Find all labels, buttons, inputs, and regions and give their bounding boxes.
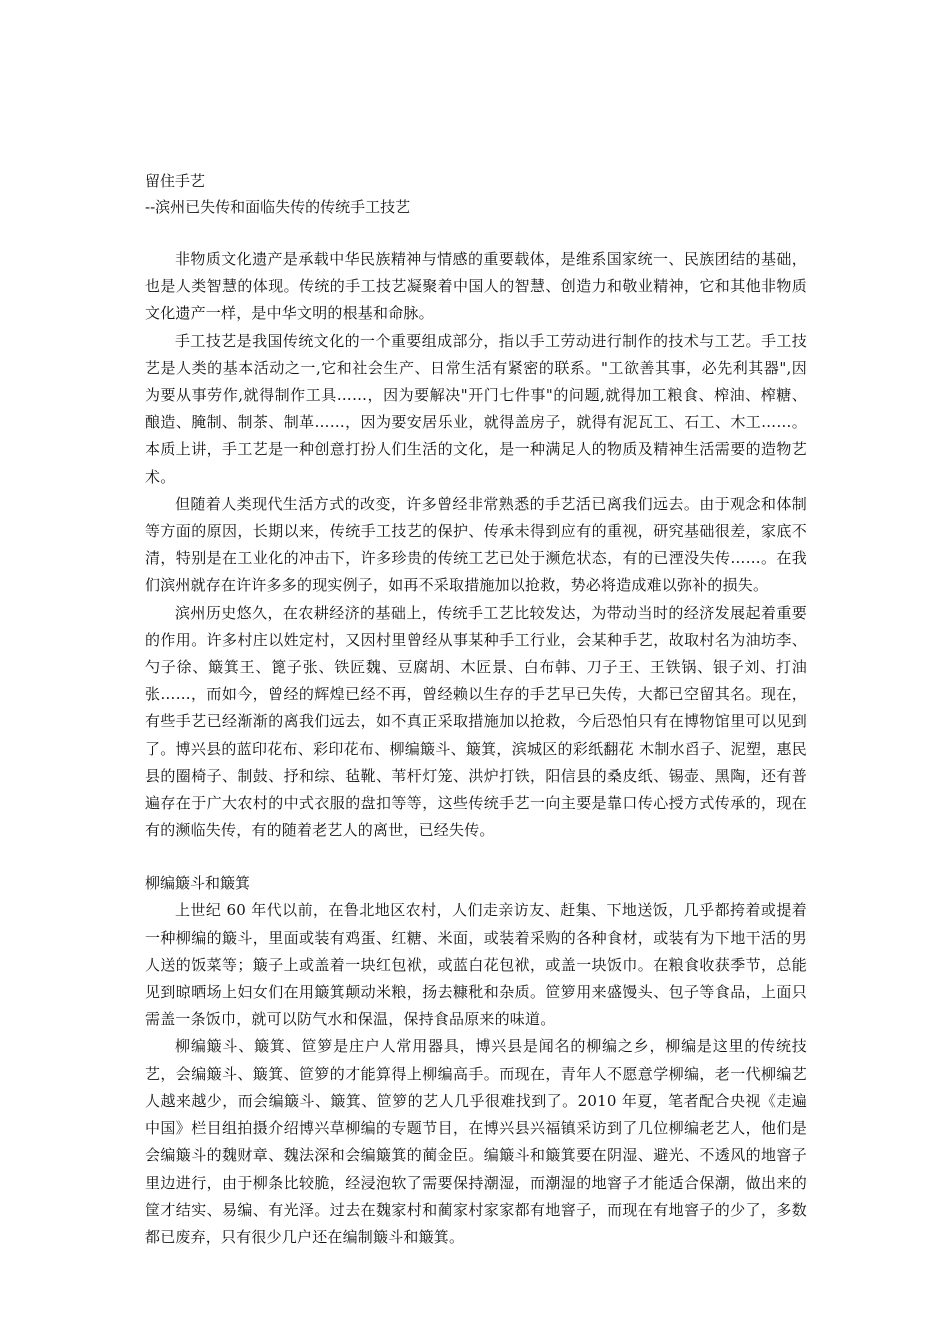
spacer [145, 220, 807, 246]
document-page [145, 168, 807, 1251]
spacer [145, 844, 807, 870]
document-title: 留住手艺 [145, 172, 206, 190]
section-paragraph: 柳编簸斗、簸箕、笸箩是庄户人常用器具，博兴县是闻名的柳编之乡，柳编是这里的传统技艺，会编簸斗、簸箕、笸箩的才能算得上柳编高手。而现在，青年人不愿意学柳编，老一代柳编艺人越来越少，而会编簸斗、簸箕、笸箩的艺人几乎很难找到了。2010 年夏，笔者配合央视《走遍中国》栏目组拍摄介绍博兴草柳编的专题节目，在博兴县兴福镇采访到了几位柳编老艺人，他们是会编簸斗的魏财章、魏法深和会编簸箕的蔺金臣。编簸斗和簸箕要在阴湿、避光、不透风的地窨子里边进行，由于柳条比较脆，经浸泡软了需要保持潮湿，而潮湿的地窨子才能适合保潮，做出来的筐才结实、易编、有光泽。过去在魏家村和蔺家村家家都有地窨子，而现在有地窨子的少了，多数都已废弃，只有很少几户还在编制簸斗和簸箕。 [145, 1037, 807, 1246]
intro-paragraph: 手工技艺是我国传统文化的一个重要组成部分，指以手工劳动进行制作的技术与工艺。手工技艺是人类的基本活动之一,它和社会生产、日常生活有紧密的联系。"工欲善其事，必先利其器",因为要从事劳作,就得制作工具……，因为要解决"开门七件事"的问题,就得加工粮食、榨油、榨糖、酿造、腌制、制茶、制革……，因为要安居乐业，就得盖房子，就得有泥瓦工、石工、木工……。本质上讲，手工艺是一种创意打扮人们生活的文化，是一种满足人的物质及精神生活需要的造物艺术。 [145, 331, 807, 486]
section-paragraph: 上世纪 60 年代以前，在鲁北地区农村，人们走亲访友、赶集、下地送饭，几乎都挎着或提着一种柳编的簸斗，里面或装有鸡蛋、红糖、米面，或装着采购的各种食材，或装有为下地干活的男人送的饭菜等；簸子上或盖着一块红包袱，或蓝白花包袱，或盖一块饭巾。在粮食收获季节，总能见到晾晒场上妇女们在用簸箕颠动米粮，扬去糠秕和杂质。笸箩用来盛馒头、包子等食品，上面只需盖一条饭巾，就可以防气水和保温，保持食品原来的味道。 [145, 901, 807, 1029]
document-subtitle: --滨州已失传和面临失传的传统手工技艺 [145, 198, 411, 216]
intro-paragraph: 但随着人类现代生活方式的改变，许多曾经非常熟悉的手艺活已离我们远去。由于观念和体制等方面的原因，长期以来，传统手工技艺的保护、传承未得到应有的重视，研究基础很差，家底不清，特别是在工业化的冲击下，许多珍贵的传统工艺已处于濒危状态，有的已湮没失传……。在我们滨州就存在许许多多的现实例子，如再不采取措施加以抢救，势必将造成难以弥补的损失。 [145, 494, 807, 595]
section-heading: 柳编簸斗和簸箕 [145, 874, 251, 893]
intro-paragraph: 滨州历史悠久，在农耕经济的基础上，传统手工艺比较发达，为带动当时的经济发展起着重要的作用。许多村庄以姓定村，又因村里曾经从事某种手工行业，会某种手艺，故取村名为油坊李、勺子徐、簸箕王、篦子张、铁匠魏、豆腐胡、木匠景、白布韩、刀子王、王铁锅、银子刘、打油张……，而如今，曾经的辉煌已经不再，曾经赖以生存的手艺早已失传，大都已空留其名。现在，有些手艺已经渐渐的离我们远去，如不真正采取措施加以抢救，今后恐怕只有在博物馆里可以见到了。博兴县的蓝印花布、彩印花布、柳编簸斗、簸箕，滨城区的彩纸翻花 木制水舀子、泥塑，惠民县的圈椅子、制鼓、抒和综、毡靴、苇杆灯笼、洪炉打铁，阳信县的桑皮纸、锡壶、黑陶，还有普遍存在于广大农村的中式衣服的盘扣等等，这些传统手艺一向主要是靠口传心授方式传承的，现在有的濒临失传，有的随着老艺人的离世，已经失传。 [145, 603, 807, 840]
intro-paragraph: 非物质文化遗产是承载中华民族精神与情感的重要载体，是维系国家统一、民族团结的基础，也是人类智慧的体现。传统的手工技艺凝聚着中国人的智慧、创造力和敬业精神，它和其他非物质文化遗产一样，是中华文明的根基和命脉。 [145, 250, 807, 323]
